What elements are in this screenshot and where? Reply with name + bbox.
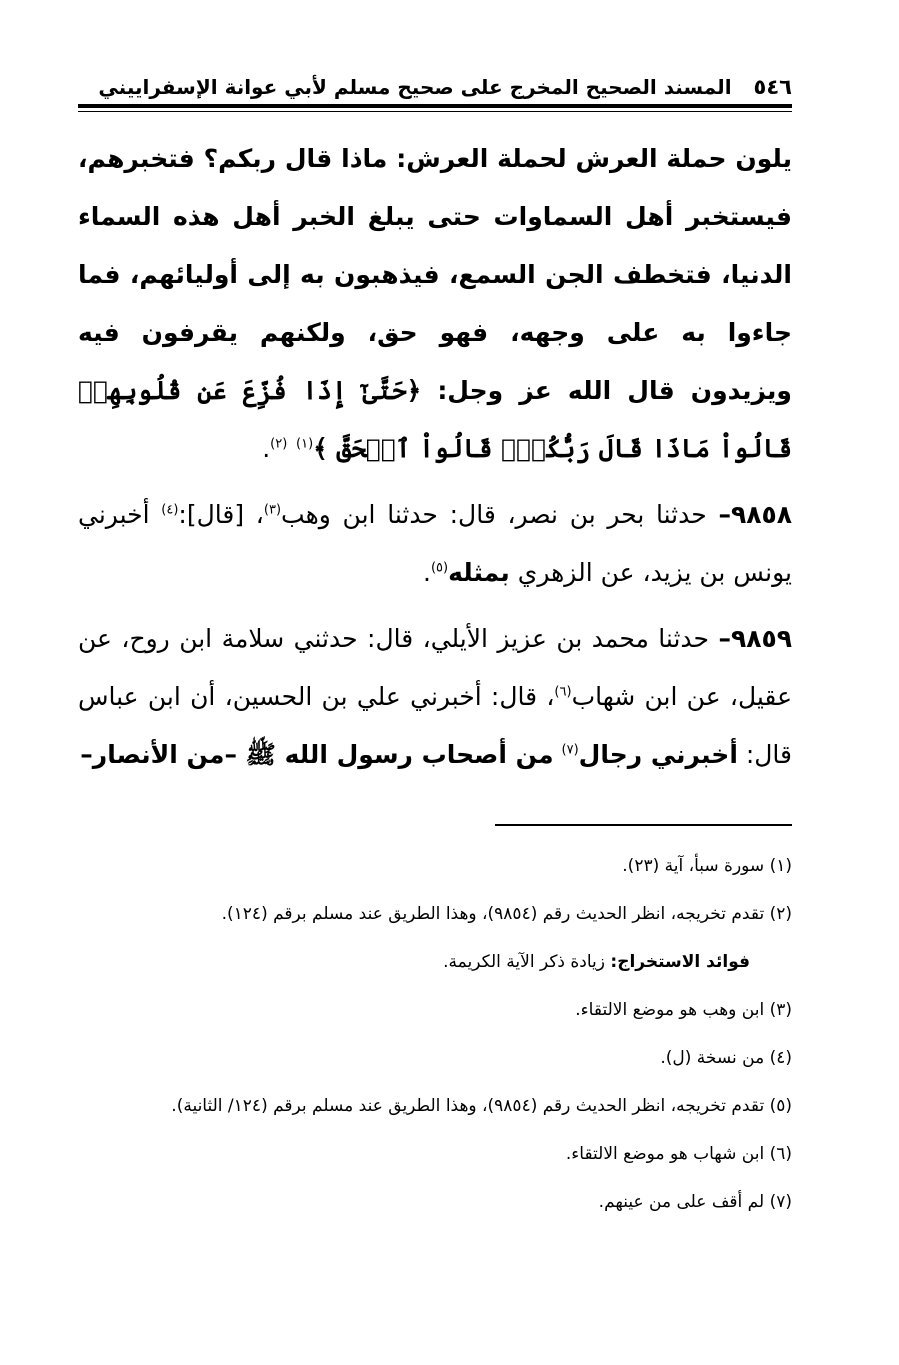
hadith-bold-text: أخبرني رجال xyxy=(578,740,738,769)
footnote-3: (٣) ابن وهب هو موضع الالتقاء. xyxy=(575,1000,792,1020)
running-header xyxy=(78,72,792,102)
hadith-dash: – xyxy=(718,500,731,529)
footnote-1: (١) سورة سبأ، آية (٢٣). xyxy=(622,856,792,876)
hadith-9858 xyxy=(78,486,792,602)
benefit-text: زيادة ذكر الآية الكريمة. xyxy=(443,952,605,972)
footnote-6: (٦) ابن شهاب هو موضع الالتقاء. xyxy=(565,1144,792,1164)
footnote-ref-1: (١) xyxy=(296,436,314,452)
quran-open-bracket: ﴿ xyxy=(406,376,422,405)
main-text xyxy=(78,130,792,784)
hadith-text: ، [قال]: xyxy=(178,500,264,529)
footnote-ref-7: (٧) xyxy=(561,742,579,758)
hadith-end: . xyxy=(423,558,431,587)
footnote-ref-2: (٢) xyxy=(270,436,288,452)
footnote-2-benefit xyxy=(78,944,792,980)
footnote-ref-3: (٣) xyxy=(263,502,282,518)
footnote-separator xyxy=(495,824,792,826)
footnote-2: (٢) تقدم تخريجه، انظر الحديث رقم (٩٨٥٤)، وهذا الطريق عند مسلم برقم (١٢٤). xyxy=(221,904,792,924)
header-rule-thin xyxy=(78,111,792,112)
hadith-bold-text: من أصحاب رسول الله ﷺ –من الأنصار– xyxy=(80,740,554,769)
paragraph-continuation xyxy=(78,130,792,478)
quran-close-bracket: ﴾ xyxy=(313,434,328,463)
hadith-text: أخبرني يونس بن يزيد، عن الزهري xyxy=(78,500,792,587)
hadith-dash: – xyxy=(718,624,731,653)
book-page xyxy=(78,72,792,1232)
header-rule-thick xyxy=(78,104,792,108)
footnote-ref-4: (٤) xyxy=(161,502,179,518)
footnotes xyxy=(78,848,792,1220)
hadith-number: ٩٨٥٩ xyxy=(730,624,792,653)
footnote-7: (٧) لم أقف على من عينهم. xyxy=(598,1192,792,1212)
page-number: ٥٤٦ xyxy=(753,75,792,99)
quran-verse: حَتَّىٰٓ إِذَا فُزِّعَ عَن قُلُوبِهِمۡ قَالُواْ مَاذَا قَالَ رَبُّكُمۡۖ قَالُواْ ٱلۡحَقَّ xyxy=(78,376,792,463)
hadith-text: حدثنا بحر بن نصر، قال: حدثنا ابن وهب xyxy=(281,500,707,529)
footnote-ref-6: (٦) xyxy=(554,684,572,700)
hadith-number: ٩٨٥٨ xyxy=(730,500,793,529)
running-title: المسند الصحيح المخرج على صحيح مسلم لأبي عوانة الإسفراييني xyxy=(98,75,732,99)
footnote-ref-5: (٥) xyxy=(430,560,449,576)
paragraph-end: . xyxy=(262,434,271,463)
hadith-text: حدثنا محمد بن عزيز الأيلي، قال: حدثني سلامة ابن روح، عن عقيل، عن ابن شهاب xyxy=(78,624,792,711)
hadith-text: ، قال: أخبرني علي بن الحسين، أن ابن عباس قال: xyxy=(78,682,792,769)
benefit-label: فوائد الاستخراج: xyxy=(610,952,750,972)
hadith-bold-text: بمثله xyxy=(448,558,510,587)
footnote-5: (٥) تقدم تخريجه، انظر الحديث رقم (٩٨٥٤)، وهذا الطريق عند مسلم برقم (١٢٤/ الثانية). xyxy=(171,1096,792,1116)
footnote-4: (٤) من نسخة (ل). xyxy=(660,1048,792,1068)
paragraph-text: يلون حملة العرش لحملة العرش: ماذا قال ربكم؟ فتخبرهم، فيستخبر أهل السماوات حتى يبلغ الخبر أهل هذه السماء الدنيا، فتخطف الجن السمع، فيذهبون به إلى أوليائهم، فما جاءوا به على وجهه، فهو حق، ولكنهم يقرفون فيه ويزيدون قال الله عز وجل: xyxy=(78,144,792,405)
hadith-9859 xyxy=(78,610,792,784)
